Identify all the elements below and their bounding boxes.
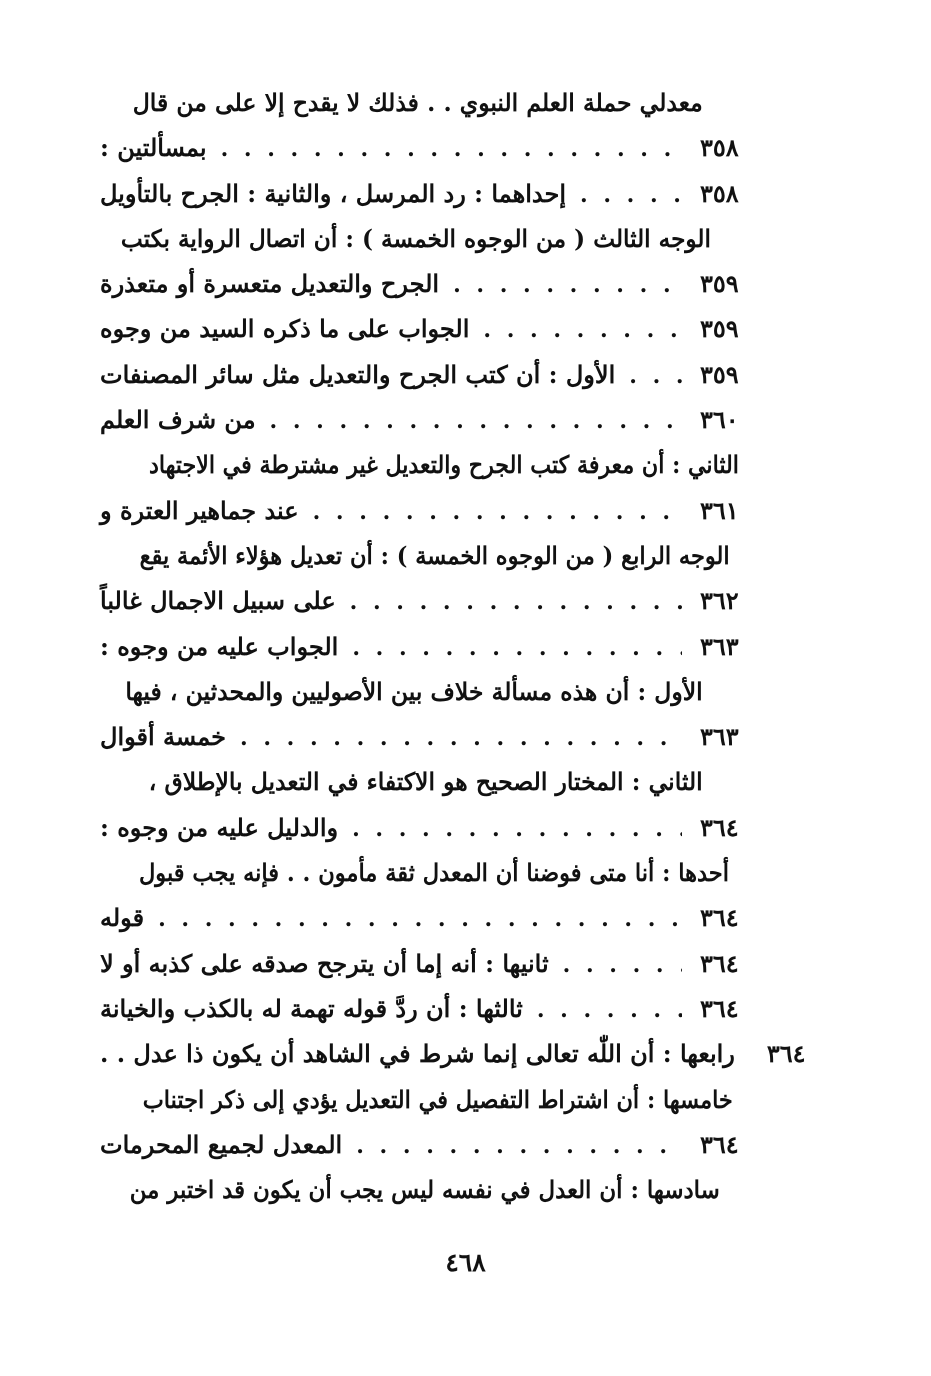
toc-entry-text: إحداهما : رد المرسل ، والثانية : الجرح بالتأويل [100,178,567,208]
toc-entry-text: خمسة أقوال [100,722,226,752]
toc-entry [100,1175,790,1220]
toc-page-number: ٣٦١ [700,495,739,525]
toc-entry [100,360,790,405]
toc-page-number: ٣٦٤ [700,1129,739,1159]
toc-entry [100,949,790,994]
toc-entry [100,496,790,541]
toc-entry-text: الوجه الثالث ( من الوجوه الخمسة ) : أن اتصال الرواية بكتب [120,223,711,253]
toc-entry [100,1085,790,1130]
toc-entry-text: عند جماهير العترة و [100,495,299,525]
toc-entry-text: رابعها : أن اللّٰه تعالى إنما شرط في الشاهد أن يكون ذا عدل . . [100,1039,735,1069]
toc-entry [100,179,790,224]
toc-entry [100,269,790,314]
dot-leader [313,499,682,525]
toc-entry [100,405,790,450]
dot-leader [483,317,682,343]
toc-entry-text: الجواب على ما ذكره السيد من وجوه [100,314,470,344]
dot-leader [352,816,682,842]
toc-entry-text: الأول : أن هذه مسألة خلاف بين الأصوليين والمحدثين ، فيها [125,676,703,706]
toc-page-number: ٣٦٤ [700,993,739,1023]
toc-page-number: ٣٦٠ [700,405,739,435]
toc-entry [100,722,790,767]
dot-leader [563,952,682,978]
toc-page-number: ٣٥٨ [700,133,739,163]
dot-leader [453,272,682,298]
toc-page-number: ٣٥٨ [700,178,739,208]
table-of-contents [100,88,806,1220]
toc-entry-text: الوجه الرابع ( من الوجوه الخمسة ) : أن تعديل هؤلاء الأئمة يقع [139,540,730,570]
toc-entry [100,1130,790,1175]
toc-entry-text: ثانيها : أنه إما أن يترجح صدقه على كذبه أو لا [100,948,549,978]
toc-entry-text: بمسألتين : [100,133,207,163]
toc-entry-text: الأول : أن كتب الجرح والتعديل مثل سائر المصنفات [100,359,616,389]
page-number: ٤٦٨ [445,1248,486,1277]
toc-entry-text: ثالثها : أن ردَّ قوله تهمة له بالكذب والخيانة [100,993,523,1023]
toc-entry [100,224,790,269]
toc-page-number: ٣٦٤ [700,903,739,933]
toc-entry [100,133,790,178]
toc-entry [100,767,790,812]
toc-entry [100,903,790,948]
toc-page-number: ٣٦٤ [700,948,739,978]
toc-entry [100,677,790,722]
toc-entry-text: أحدها : أنا متى فوضنا أن المعدل ثقة مأمون . . فإنه يجب قبول [138,858,729,888]
toc-page-number: ٣٦٤ [700,812,739,842]
dot-leader [629,363,682,389]
dot-leader [356,1133,682,1159]
toc-entry-text: المعدل لجميع المحرمات [100,1129,343,1159]
toc-entry-text: خامسها : أن اشتراط التفصيل في التعديل يؤدي إلى ذكر اجتناب [142,1084,733,1114]
toc-entry [100,1039,806,1084]
dot-leader [240,725,682,751]
toc-page-number: ٣٥٩ [700,359,739,389]
toc-entry [100,88,790,133]
toc-page-number: ٣٦٢ [700,586,739,616]
toc-entry [100,450,790,495]
toc-entry [100,813,790,858]
toc-entry [100,314,790,359]
dot-leader [580,182,682,208]
dot-leader [158,906,682,932]
toc-entry-text: سادسها : أن العدل في نفسه ليس يجب أن يكون قد اختبر من [129,1175,720,1205]
toc-entry-text: على سبيل الاجمال غالباً [100,586,336,616]
toc-entry [100,586,790,631]
toc-entry-text: الثاني : أن معرفة كتب الجرح والتعديل غير مشترطة في الاجتهاد [148,450,739,480]
toc-entry-text: الجرح والتعديل متعسرة أو متعذرة [100,269,440,299]
dot-leader [221,136,682,162]
toc-entry-text: قوله [100,903,145,933]
toc-entry [100,994,790,1039]
toc-entry-text: والدليل عليه من وجوه : [100,812,339,842]
dot-leader [270,408,682,434]
toc-page-number: ٣٦٣ [700,631,739,661]
toc-page-number: ٣٥٩ [700,269,739,299]
dot-leader [352,635,682,661]
toc-page-number: ٣٦٤ [766,1039,806,1069]
toc-page-number: ٣٦٣ [700,722,739,752]
toc-entry-text: معدلي حملة العلم النبوي . . فذلك لا يقدح إلا على من قال [132,88,703,117]
toc-entry [100,632,790,677]
dot-leader [537,997,682,1023]
toc-entry-text: من شرف العلم [100,405,256,435]
dot-leader [350,589,682,615]
toc-entry [100,541,790,586]
toc-entry-text: الثاني : المختار الصحيح هو الاكتفاء في التعديل بالإطلاق ، [148,767,703,797]
toc-entry [100,858,790,903]
toc-entry-text: الجواب عليه من وجوه : [100,631,339,661]
toc-page-number: ٣٥٩ [700,314,739,344]
